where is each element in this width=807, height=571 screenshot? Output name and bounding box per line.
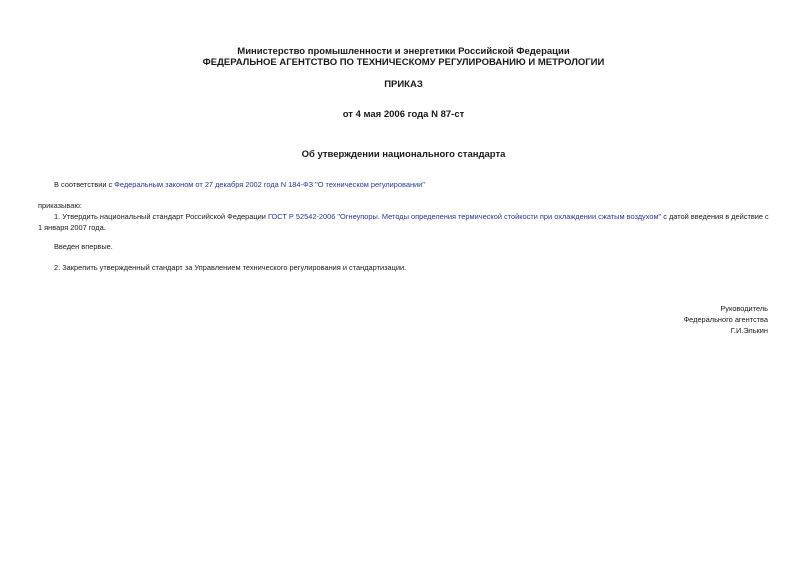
agency-name: ФЕДЕРАЛЬНОЕ АГЕНТСТВО ПО ТЕХНИЧЕСКОМУ РЕГУЛИРОВАНИЮ И МЕТРОЛОГИИ [202, 57, 605, 68]
item-1-suffix: с датой введения в действие с 1 января 2007 года. [38, 212, 769, 232]
item-2-paragraph: 2. Закрепить утвержденный стандарт за Управлением технического регулирования и стандартизации. [54, 263, 407, 272]
basis-prefix: В соответствии с [54, 180, 115, 189]
order-word: приказываю: [38, 201, 82, 210]
basis-paragraph [54, 179, 774, 190]
order-date: от 4 мая 2006 года N 87-ст [342, 109, 465, 120]
federal-law-link[interactable]: Федеральным законом от 27 декабря 2002 года N 184-ФЗ "О техническом регулировании" [114, 180, 425, 189]
gost-standard-link[interactable]: ГОСТ Р 52542-2006 "Огнеупоры. Методы определения термической стойкости при охлаждении сжатым воздухом" [267, 212, 662, 221]
order-title: ПРИКАЗ [384, 79, 423, 90]
signature-block [684, 303, 768, 336]
document-subject: Об утверждении национального стандарта [301, 149, 506, 160]
signature-position: Руководитель [720, 304, 768, 313]
introduced-note: Введен впервые. [54, 242, 113, 251]
item-1-prefix: 1. Утвердить национальный стандарт Российской Федерации [54, 212, 268, 221]
ministry-name: Министерство промышленности и энергетики Российской Федерации [237, 46, 570, 57]
signature-name: Г.И.Элькин [730, 326, 768, 335]
document-header [0, 46, 807, 68]
signature-organization: Федерального агентства [683, 315, 768, 324]
item-1-paragraph [38, 211, 771, 233]
